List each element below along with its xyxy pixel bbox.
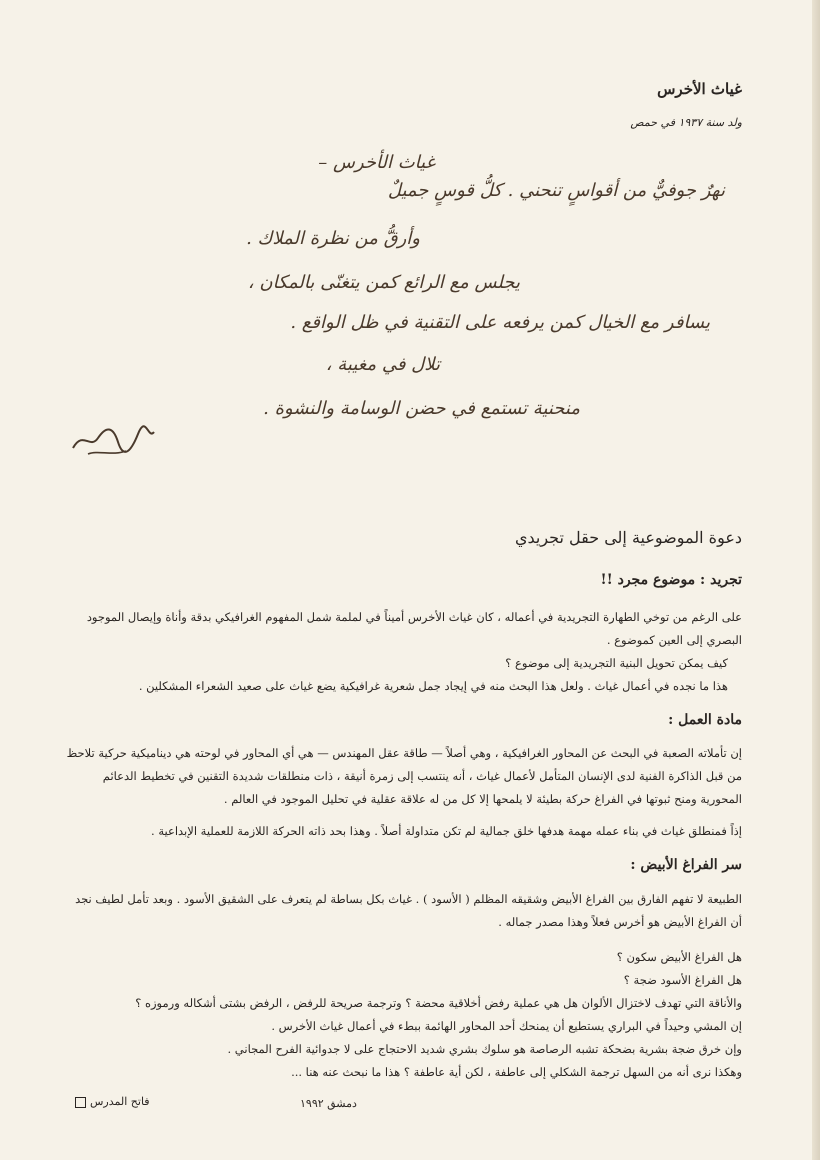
square-icon [75,1097,86,1108]
paragraph: على الرغم من توخي الطهارة التجريدية في أعماله ، كان غياث الأخرس أميناً في لملمة شمل المفهوم الغرافيكي بدقة وأناة وإيصال الموجود البصري إلى العين كموضوع . [86,610,742,647]
paragraph: كيف يمكن تحويل البنية التجريدية إلى موضوع ؟ [505,656,728,670]
paragraph: الطبيعة لا تفهم الفارق بين الفراغ الأبيض وشقيقه المظلم ( الأسود ) . غياث بكل بساطة لم يتعرف على الشقيق الأسود . وبعد تأمل لطيف نجد أن الفراغ الأبيض هو أخرس فعلاً وهذا مصدر جماله . [75,892,742,929]
article-title: دعوة الموضوعية إلى حقل تجريدي [514,528,742,547]
section-heading: مادة العمل : [668,712,742,728]
handwritten-line: غياث الأخرس – [318,152,435,173]
page-edge [812,0,820,1160]
paragraph: إذاً فمنطلق غياث في بناء عمله مهمة هدفها خلق جمالية لم تكن متداولة أصلاً . وهذا بحد ذاته الحركة اللازمة للعملية الإبداعية . [151,824,742,838]
birth-note: ولد سنة ١٩٣٧ في حمص [630,116,742,129]
paragraph: وهكذا نرى أنه من السهل ترجمة الشكلي إلى عاطفة ، لكن أية عاطفة ؟ هذا ما نبحث عنه هنا ... [291,1065,742,1079]
paragraph: والأناقة التي تهدف لاختزال الألوان هل هي عملية رفض أخلاقية محضة ؟ وترجمة صريحة للرفض ، الرفض بشتى أشكاله ورموزه ؟ [135,996,742,1010]
paragraph: إن تأملاته الصعبة في البحث عن المحاور الغرافيكية ، وهي أصلاً — طاقة عقل المهندس — هي أي المحاور في لوحته هي ديناميكية حركية تلاحظ من قبل الذاكرة الفنية لدى الإنسان المتأمل لأعمال غياث ، أنه ينتسب إلى زمرة أنيقة ، ذات منطلقات شديدة التقنين في تخطيط الدعائم المحورية ومنح ثبوتها في الفراغ حركة بطيئة لا يلمحها إلا كل من له علاقة عقلية في تحليل الموجود في العالم . [66,746,742,806]
paragraph: هل الفراغ الأسود ضجة ؟ [623,973,742,987]
place-date: دمشق ١٩٩٢ [300,1097,357,1110]
paragraph: هل الفراغ الأبيض سكون ؟ [616,950,742,964]
handwritten-line: نهرٌ جوفيٌّ من أقواسٍ تنحني . كلُّ قوسٍ جميلٌ [387,180,725,201]
handwritten-line: يسافر مع الخيال كمن يرفعه على التقنية في ظل الواقع . [290,312,710,333]
author-signoff [75,1095,150,1108]
paragraph: هذا ما نجده في أعمال غياث . ولعل هذا البحث منه في إيجاد جمل شعرية غرافيكية يضع غياث على صعيد الشعراء المشكلين . [138,679,728,693]
signature-adonis [68,420,158,460]
handwritten-line: منحنية تستمع في حضن الوسامة والنشوة . [263,398,580,419]
paragraph: إن المشي وحيداً في البراري يستطيع أن يمنحك أحد المحاور الهائمة ببطء في أعمال غياث الأخرس . [271,1019,742,1033]
artist-name: غياث الأخرس [657,80,742,98]
section-heading: تجريد : موضوع مجرد !! [600,572,742,588]
handwritten-line: تلال في مغيبة ، [325,354,440,375]
handwritten-line: وأرقُّ من نظرة الملاك . [246,228,420,249]
author-name: فاتح المدرس [90,1095,150,1108]
section-heading: سر الفراغ الأبيض : [630,857,742,873]
handwritten-line: يجلس مع الرائع كمن يتغنّى بالمكان ، [247,272,520,293]
paragraph: وإن خرق ضجة بشرية بضحكة تشبه الرصاصة هو سلوك بشري شديد الاحتجاج على لا جدوائية الفرح المجاني . [227,1042,742,1056]
